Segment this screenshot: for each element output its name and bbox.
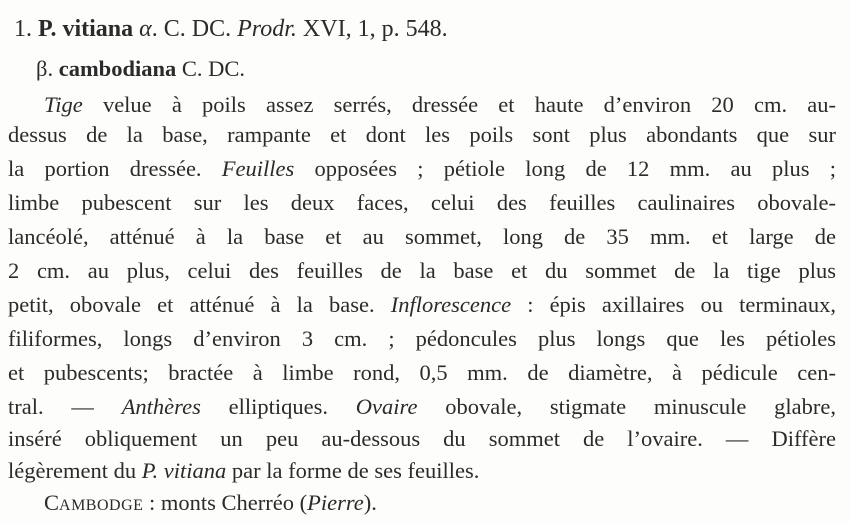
work-citation: XVI, 1, p. 548. bbox=[296, 16, 448, 42]
description-line-10: tral. — Anthères elliptiques. Ovaire obovale, stigmate minuscule glabre, bbox=[8, 394, 836, 419]
description-line-6: 2 cm. au plus, celui des feuilles de la base et du sommet de la tige plus bbox=[8, 258, 836, 283]
description-line-8: filiformes, longs d’environ 3 cm. ; pédoncules plus longs que les pétioles bbox=[8, 326, 836, 351]
description-line-12: légèrement du P. vitiana par la forme de ses feuilles. bbox=[8, 458, 480, 483]
work-title: Prodr. bbox=[237, 16, 297, 42]
description-line-7: petit, obovale et atténué à la base. Inflorescence : épis axillaires ou terminaux, bbox=[8, 292, 836, 317]
variety-author: C. DC. bbox=[176, 56, 245, 81]
species-name: P. vitiana bbox=[38, 16, 134, 42]
description-line-4: limbe pubescent sur les deux faces, celui des feuilles caulinaires obovale- bbox=[8, 190, 836, 215]
species-number: 1. bbox=[14, 16, 32, 42]
description-line-11: inséré obliquement un peu au-dessous du sommet de l’ovaire. — Diffère bbox=[8, 426, 836, 451]
locality-country-initial: C bbox=[44, 490, 60, 515]
species-author: . C. DC. bbox=[151, 16, 238, 42]
locality-country-rest: AMBODGE bbox=[59, 497, 144, 514]
description-line-5: lancéolé, atténué à la base et au sommet, long de 35 mm. et large de bbox=[8, 224, 836, 249]
description-line-3: la portion dressée. Feuilles opposées ; pétiole long de 12 mm. au plus ; bbox=[8, 156, 836, 181]
variety-alpha-mark: α bbox=[139, 16, 152, 42]
locality-close: ). bbox=[363, 490, 377, 515]
locality-collector: Pierre bbox=[307, 490, 364, 515]
variety-name: cambodiana bbox=[58, 56, 177, 81]
variety-beta-mark: β. bbox=[36, 56, 54, 81]
variety-heading bbox=[36, 54, 245, 84]
description-line-2: dessus de la base, rampante et dont les poils sont plus abondants que sur bbox=[8, 122, 836, 147]
species-heading bbox=[14, 14, 448, 44]
locality-place: : monts Cherréo ( bbox=[143, 490, 308, 515]
locality-line bbox=[44, 488, 377, 521]
description-line-9: et pubescents; bractée à limbe rond, 0,5 mm. de diamètre, à pédicule cen- bbox=[8, 360, 836, 385]
description-line-1: Tige velue à poils assez serrés, dressée et haute d’environ 20 cm. au- bbox=[44, 92, 836, 117]
